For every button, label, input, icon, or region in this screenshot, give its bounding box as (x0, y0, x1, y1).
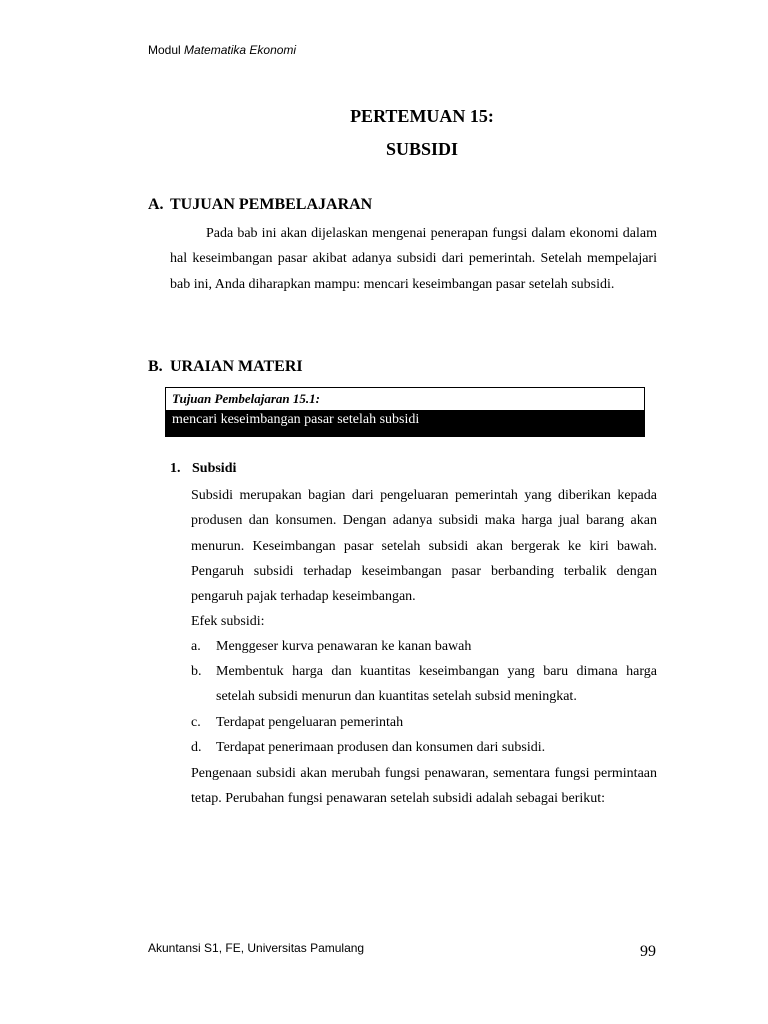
effects-label: Efek subsidi: (191, 614, 265, 629)
chapter-title: PERTEMUAN 15: (350, 106, 494, 126)
list-item-text: Terdapat penerimaan produsen dan konsumen dari subsidi. (216, 740, 546, 755)
subsection-title: Subsidi (192, 461, 237, 476)
subsidi-paragraph: Subsidi merupakan bagian dari pengeluaran pemerintah yang diberikan kepada produsen dan konsumen. Dengan adanya subsidi maka harga jual barang akan menurun. Keseimbangan pasar setelah subsidi akan bergerak ke kiri bawah. Pengaruh subsidi terhadap keseimbangan pasar berbanding terbalik dengan pengaruh pajak terhadap keseimbangan. (191, 488, 657, 605)
list-item (191, 735, 657, 760)
header-prefix: Modul (148, 43, 181, 57)
chapter-subtitle: SUBSIDI (385, 139, 459, 159)
section-b-letter: B. (148, 358, 163, 375)
list-item-text: Terdapat pengeluaran pemerintah (216, 715, 404, 730)
section-a-heading (148, 196, 372, 214)
header-title: Matematika Ekonomi (184, 43, 297, 57)
footer-text: Akuntansi S1, FE, Universitas Pamulang (148, 941, 365, 955)
list-item (191, 634, 657, 659)
page-number: 99 (640, 943, 656, 960)
list-item (191, 710, 657, 735)
section-a-paragraph: Pada bab ini akan dijelaskan mengenai penerapan fungsi dalam ekonomi dalam hal keseimbangan pasar akibat adanya subsidi dari pemerintah. Setelah mempelajari bab ini, Anda diharapkan mampu: mencari keseimbangan pasar setelah subsidi. (170, 226, 657, 292)
list-item-text: Menggeser kurva penawaran ke kanan bawah (216, 639, 472, 654)
closing-paragraph: Pengenaan subsidi akan merubah fungsi penawaran, sementara fungsi permintaan tetap. Perubahan fungsi penawaran setelah subsidi adalah sebagai berikut: (191, 766, 657, 807)
subsection-heading (170, 461, 236, 477)
running-header (148, 43, 296, 57)
section-b-heading (148, 358, 303, 376)
list-item (191, 659, 657, 710)
section-b-title: URAIAN MATERI (170, 358, 303, 375)
list-marker: b. (191, 664, 202, 679)
objective-title: Tujuan Pembelajaran 15.1: (172, 391, 320, 406)
section-a-letter: A. (148, 196, 164, 213)
objective-body: mencari keseimbangan pasar setelah subsidi (166, 410, 644, 436)
learning-objective-box (165, 387, 645, 437)
section-a-title: TUJUAN PEMBELAJARAN (170, 196, 373, 213)
subsection-number: 1. (170, 461, 181, 476)
list-marker: c. (191, 715, 201, 730)
list-marker: a. (191, 639, 201, 654)
list-item-text: Membentuk harga dan kuantitas keseimbangan yang baru dimana harga setelah subsidi menurun dan kuantitas setelah subsid meningkat. (216, 664, 657, 705)
list-marker: d. (191, 740, 202, 755)
